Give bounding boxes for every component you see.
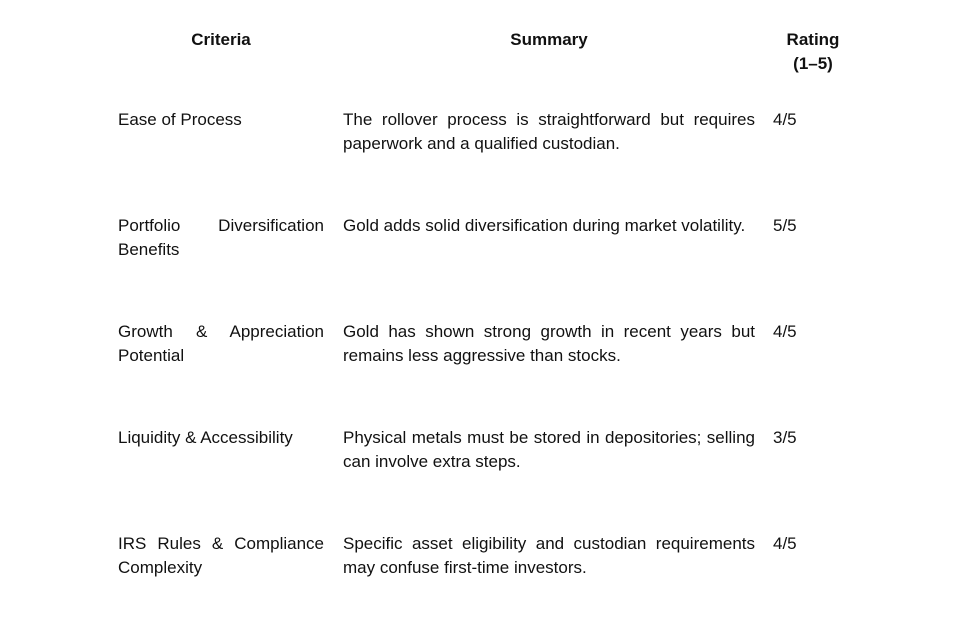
criteria-cell: IRS Rules & Compliance Complexity <box>118 534 324 577</box>
rating-cell: 3/5 <box>773 428 797 447</box>
summary-cell: Gold adds solid diversification during market volatility. <box>343 216 746 235</box>
header-rating <box>768 28 858 76</box>
criteria-cell: Ease of Process <box>118 110 242 129</box>
rating-cell: 4/5 <box>773 322 797 341</box>
rating-cell: 4/5 <box>773 534 797 553</box>
table-header-row <box>110 28 855 108</box>
header-rating-label: Rating <box>786 30 840 49</box>
table-row <box>110 108 855 214</box>
rating-cell: 5/5 <box>773 216 797 235</box>
table-row <box>110 532 855 638</box>
table-row <box>110 426 855 532</box>
summary-cell: Gold has shown strong growth in recent years but remains less aggressive than stocks. <box>343 322 755 365</box>
criteria-cell: Portfolio Diversification Benefits <box>118 216 324 259</box>
summary-cell: The rollover process is straightforward but requires paperwork and a qualified custodian. <box>343 110 755 153</box>
header-summary: Summary <box>510 30 588 49</box>
summary-cell: Specific asset eligibility and custodian requirements may confuse first-time investors. <box>343 534 755 577</box>
summary-cell: Physical metals must be stored in depositories; selling can involve extra steps. <box>343 428 755 471</box>
rating-cell: 4/5 <box>773 110 797 129</box>
table-row <box>110 214 855 320</box>
criteria-cell: Liquidity & Accessibility <box>118 428 293 447</box>
rating-table <box>110 28 855 638</box>
table-row <box>110 320 855 426</box>
header-criteria: Criteria <box>191 30 251 49</box>
header-rating-scale: (1–5) <box>793 54 833 73</box>
criteria-cell: Growth & Appreciation Potential <box>118 322 324 365</box>
